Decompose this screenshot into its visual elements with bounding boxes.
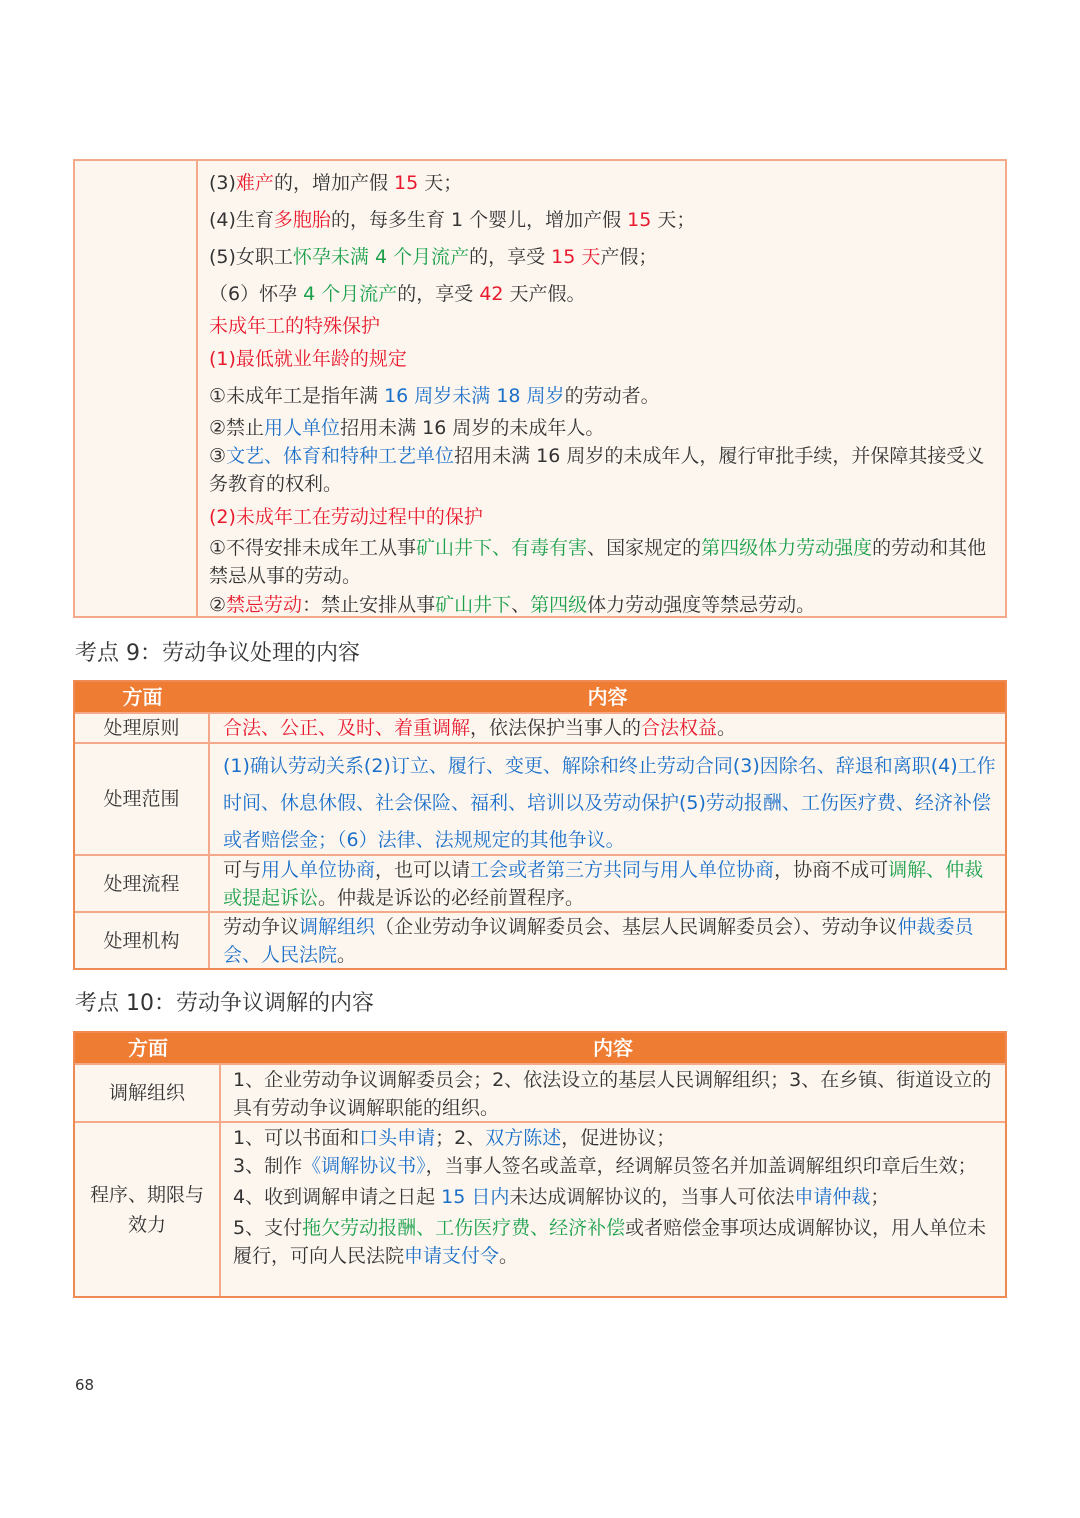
highlight-red: 合法权益 (641, 717, 718, 739)
header-aspect: 方面 (128, 1036, 168, 1060)
paragraph: 5、支付拖欠劳动报酬、工伤医疗费、经济补偿或者赔偿金事项达成调解协议，用人单位未履行，可向人民法院申请支付令。 (233, 1217, 987, 1267)
empty-label-cell (75, 161, 198, 616)
highlight-green: 4 个月流产 (303, 283, 398, 305)
content-cell (200, 161, 1005, 616)
highlight-green: 第四级体力劳动强度 (701, 537, 873, 559)
table-row (75, 911, 1005, 968)
header-content: 内容 (587, 685, 628, 709)
highlight-blue: 调解组织 (299, 916, 376, 938)
list-item: (3)难产的，增加产假 15 天； (209, 172, 463, 194)
list-item: ②禁止用人单位招用未满 16 周岁的未成年人。 (209, 417, 605, 439)
list-item: （6）怀孕 4 个月流产的，享受 42 天产假。 (209, 283, 586, 305)
row-content: 合法、公正、及时、着重调解，依法保护当事人的合法权益。 (223, 717, 737, 739)
page-number: 68 (75, 1376, 95, 1394)
row-content: 可与用人单位协商，也可以请工会或者第三方共同与用人单位协商，协商不成可调解、仲裁或提起诉讼。仲裁是诉讼的必经前置程序。 (223, 859, 984, 909)
highlight-green: 第四级 (530, 594, 588, 616)
subheading (209, 312, 995, 340)
subheading (209, 345, 995, 373)
highlight-blue: 文艺、体育和特种工艺单位 (226, 445, 455, 467)
highlight-blue: 《调解协议书》 (302, 1155, 426, 1177)
highlight-green: 矿山井下 (435, 594, 512, 616)
highlight-red: 难产 (235, 172, 274, 194)
highlight-red: 未成年工的特殊保护 (209, 315, 381, 337)
table-row (75, 854, 1005, 911)
highlight-green: 调解、仲裁或提起诉讼 (223, 859, 984, 909)
dispute-handling-table (73, 680, 1007, 970)
highlight-blue: (1)确认劳动关系(2)订立、履行、变更、解除和终止劳动合同(3)因除名、辞退和离职(4)工作时间、休息休假、社会保险、福利、培训以及劳动保护(5)劳动报酬、工伤医疗费、经济补偿或者赔偿金；（6）法律、法规规定的其他争议。 (223, 755, 996, 851)
paragraph: 4、收到调解申请之日起 15 日内未达成调解协议的，当事人可依法申请仲裁； (233, 1186, 890, 1208)
highlight-green: 拖欠劳动报酬、工伤医疗费、经济补偿 (302, 1217, 626, 1239)
highlight-blue: 仲裁委员会、人民法院 (223, 916, 974, 966)
highlight-red: (1)最低就业年龄的规定 (209, 348, 407, 370)
list-item: (5)女职工怀孕未满 4 个月流产的，享受 15 天产假； (209, 246, 658, 268)
table-header (75, 1033, 1005, 1063)
row-label: 程序、期限与效力 (75, 1123, 221, 1296)
highlight-blue: 15 日内 (441, 1186, 510, 1208)
row-label: 处理流程 (75, 856, 210, 911)
dispute-mediation-table (73, 1031, 1007, 1298)
highlight-red: 禁忌劳动 (226, 594, 303, 616)
paragraph: 3、制作《调解协议书》，当事人签名或盖章，经调解员签名并加盖调解组织印章后生效； (233, 1155, 977, 1177)
highlight-red: 15 (393, 172, 419, 194)
highlight-blue: 申请仲裁 (794, 1186, 871, 1208)
paragraph: 1、可以书面和口头申请；2、双方陈述，促进协议； (233, 1127, 676, 1149)
highlight-blue: 工会或者第三方共同与用人单位协商 (470, 859, 775, 881)
highlight-blue: 用人单位 (264, 417, 341, 439)
list-item: ②禁忌劳动：禁止安排从事矿山井下、第四级体力劳动强度等禁忌劳动。 (209, 594, 816, 616)
list-item: ①不得安排未成年工从事矿山井下、有毒有害、国家规定的第四级体力劳动强度的劳动和其他禁忌从事的劳动。 (209, 537, 987, 587)
section-heading: 考点 9：劳动争议处理的内容 (75, 641, 360, 666)
row-content: 劳动争议调解组织（企业劳动争议调解委员会、基层人民调解委员会）、劳动争议仲裁委员会、人民法院。 (223, 916, 974, 966)
list-item: ③文艺、体育和特种工艺单位招用未满 16 周岁的未成年人，履行审批手续，并保障其接受义务教育的权利。 (209, 445, 985, 495)
row-label: 调解组织 (75, 1065, 221, 1121)
table-row (75, 712, 1005, 742)
highlight-blue: 用人单位协商 (261, 859, 376, 881)
highlight-blue: 双方陈述 (485, 1127, 562, 1149)
table-row (75, 1063, 1005, 1121)
table-row (75, 1121, 1005, 1296)
highlight-red: 多胞胎 (273, 209, 331, 231)
header-content: 内容 (593, 1036, 633, 1060)
highlight-blue: 16 周岁未满 18 周岁 (384, 385, 565, 407)
row-content (233, 1124, 997, 1296)
highlight-red: 15 (627, 209, 652, 231)
row-content (233, 1066, 997, 1121)
subheading (209, 503, 995, 531)
highlight-green: 矿山井下、有毒有害 (416, 537, 588, 559)
highlight-green: 怀孕未满 4 个月流产 (292, 246, 470, 268)
list-item: ①未成年工是指年满 16 周岁未满 18 周岁的劳动者。 (209, 385, 660, 407)
row-label: 处理原则 (75, 714, 210, 742)
highlight-red: 42 (479, 283, 504, 305)
highlight-red: 合法、公正、及时、着重调解 (223, 717, 471, 739)
paragraph: 1、企业劳动争议调解委员会；2、依法设立的基层人民调解组织；3、在乡镇、街道设立的具有劳动争议调解职能的组织。 (233, 1069, 992, 1119)
highlight-red: (2)未成年工在劳动过程中的保护 (209, 506, 483, 528)
section-heading: 考点 10：劳动争议调解的内容 (75, 991, 374, 1016)
row-label: 处理机构 (75, 913, 210, 968)
highlight-blue: 申请支付令 (404, 1245, 500, 1267)
table-header (75, 682, 1005, 712)
highlight-blue: 口头申请 (359, 1127, 436, 1149)
highlight-red: 15 天 (551, 246, 601, 268)
row-label: 处理范围 (75, 744, 210, 854)
continued-table (73, 159, 1007, 618)
table-row (75, 742, 1005, 854)
header-aspect: 方面 (122, 685, 163, 709)
list-item: (4)生育多胞胎的，每多生育 1 个婴儿，增加产假 15 天； (209, 209, 696, 231)
row-content (223, 748, 997, 854)
